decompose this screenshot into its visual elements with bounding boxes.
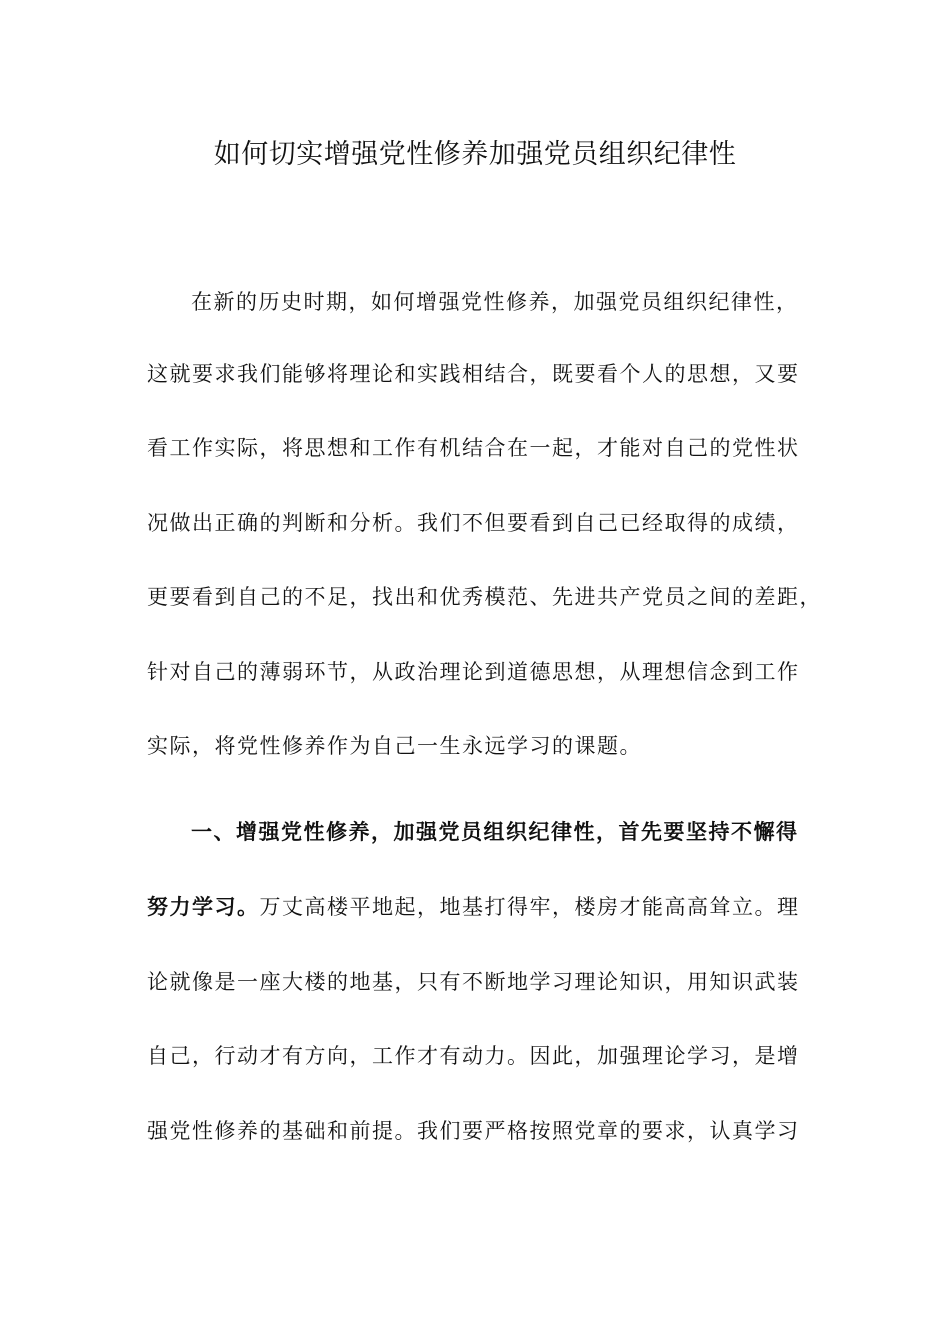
paragraph-line: 况做出正确的判断和分析。我们不但要看到自己已经取得的成绩， (147, 511, 800, 535)
paragraph-line: 看工作实际，将思想和工作有机结合在一起，才能对自己的党性状 (147, 436, 800, 460)
paragraph-line: 在新的历史时期，如何增强党性修养，加强党员组织纪律性， (191, 290, 799, 314)
paragraph-line: 自己，行动才有方向，工作才有动力。因此，加强理论学习，是增 (147, 1044, 800, 1068)
paragraph-line: 努力学习。万丈高楼平地起，地基打得牢，楼房才能高高耸立。理 (147, 895, 800, 919)
section-heading-line: 一、增强党性修养，加强党员组织纪律性，首先要坚持不懈得 (191, 820, 799, 844)
paragraph-line: 这就要求我们能够将理论和实践相结合，既要看个人的思想，又要 (147, 362, 800, 386)
paragraph-line: 更要看到自己的不足，找出和优秀模范、先进共产党员之间的差距， (147, 585, 822, 609)
document-title: 如何切实增强党性修养加强党员组织纪律性 (213, 139, 737, 170)
paragraph-line: 论就像是一座大楼的地基，只有不断地学习理论知识，用知识武装 (147, 970, 800, 994)
paragraph-line: 实际，将党性修养作为自己一生永远学习的课题。 (147, 734, 642, 758)
paragraph-line: 针对自己的薄弱环节，从政治理论到道德思想，从理想信念到工作 (147, 660, 800, 684)
paragraph-line: 强党性修养的基础和前提。我们要严格按照党章的要求，认真学习 (147, 1119, 800, 1143)
